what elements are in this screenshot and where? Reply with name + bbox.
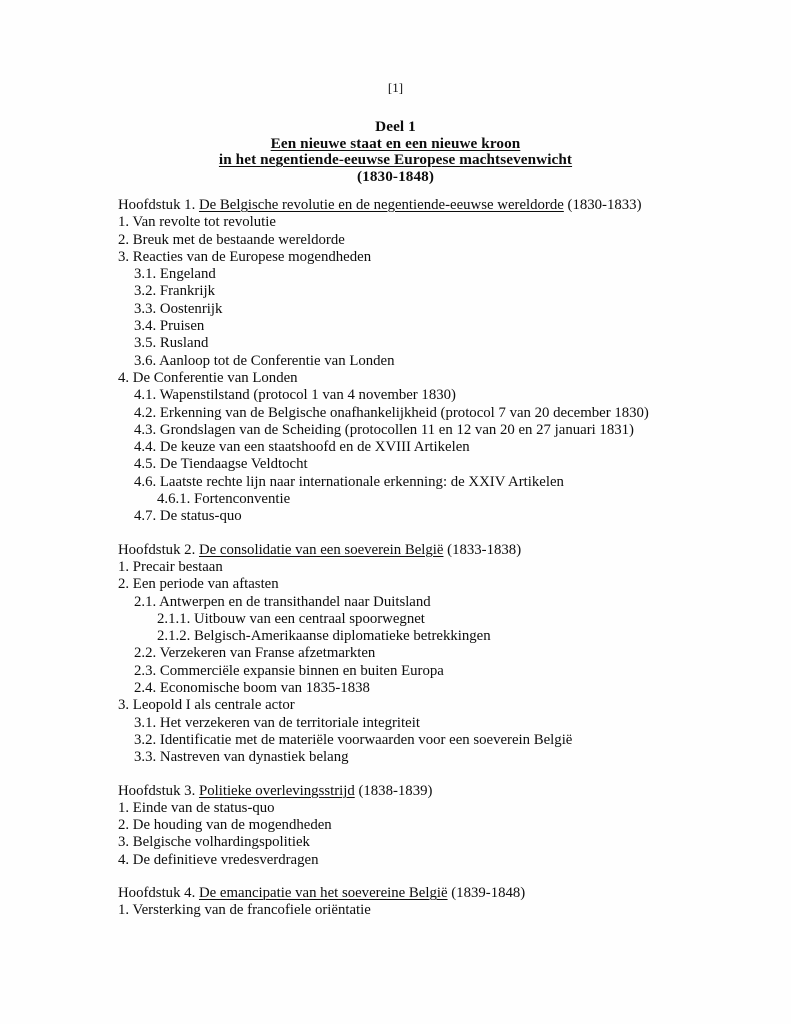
toc-item: 4.1. Wapenstilstand (protocol 1 van 4 november 1830) bbox=[134, 387, 456, 404]
toc-item: 2.3. Commerciële expansie binnen en buiten Europa bbox=[134, 662, 444, 679]
chapter-heading bbox=[118, 783, 771, 800]
toc-item: 1. Precair bestaan bbox=[118, 558, 223, 575]
chapter-heading bbox=[118, 542, 771, 559]
chapter-block bbox=[118, 542, 771, 767]
toc-item: 4.6.1. Fortenconventie bbox=[157, 491, 291, 508]
toc-item: 4. De definitieve vredesverdragen bbox=[118, 851, 319, 868]
toc-item: 3. Belgische volhardingspolitiek bbox=[118, 834, 310, 851]
toc-item: 2.1. Antwerpen en de transithandel naar Duitsland bbox=[134, 593, 431, 610]
chapter-heading-title: De Belgische revolutie en de negentiende-eeuwse wereldorde bbox=[198, 197, 564, 213]
toc-item: 4.7. De status-quo bbox=[134, 508, 242, 525]
toc-item: 2.1.2. Belgisch-Amerikaanse diplomatieke betrekkingen bbox=[157, 628, 491, 645]
chapter-heading-prefix: Hoofdstuk 2. bbox=[118, 541, 199, 558]
toc-item: 3.3. Nastreven van dynastiek belang bbox=[134, 749, 349, 766]
toc-item: 3.5. Rusland bbox=[134, 335, 209, 352]
chapter-heading-prefix: Hoofdstuk 3. bbox=[118, 782, 199, 799]
title-block bbox=[0, 119, 791, 185]
chapter-block bbox=[118, 197, 771, 526]
chapter-heading bbox=[118, 885, 771, 902]
chapter-heading bbox=[118, 197, 771, 214]
toc-item: 3.1. Engeland bbox=[134, 266, 216, 283]
toc-item: 4.3. Grondslagen van de Scheiding (protocollen 11 en 12 van 20 en 27 januari 1831) bbox=[134, 421, 634, 438]
page-number: [1] bbox=[387, 80, 404, 95]
toc-item: 1. Versterking van de francofiele oriëntatie bbox=[118, 902, 371, 919]
toc-item: 4. De Conferentie van Londen bbox=[118, 369, 298, 386]
toc-item: 3. Leopold I als centrale actor bbox=[118, 697, 295, 714]
toc-item: 2.1.1. Uitbouw van een centraal spoorwegnet bbox=[157, 610, 425, 627]
toc-item: 3.3. Oostenrijk bbox=[134, 300, 223, 317]
toc-item: 3.2. Identificatie met de materiële voorwaarden voor een soeverein België bbox=[134, 731, 573, 748]
toc-item: 3.2. Frankrijk bbox=[134, 283, 215, 300]
chapter-block bbox=[118, 783, 771, 869]
toc-item: 3. Reacties van de Europese mogendheden bbox=[118, 248, 372, 265]
toc-item: 2. De houding van de mogendheden bbox=[118, 817, 332, 834]
chapter-heading-title: Politieke overlevingsstrijd bbox=[198, 782, 355, 799]
toc-item: 2. Breuk met de bestaande wereldorde bbox=[118, 231, 345, 248]
toc-item: 4.5. De Tiendaagse Veldtocht bbox=[134, 456, 308, 473]
toc-item: 2.2. Verzekeren van Franse afzetmarkten bbox=[134, 645, 376, 662]
toc-item: 3.4. Pruisen bbox=[134, 318, 205, 335]
part-title: Deel 1 bbox=[375, 118, 416, 135]
toc-item: 3.1. Het verzekeren van de territoriale integriteit bbox=[134, 714, 420, 731]
table-of-contents bbox=[118, 197, 771, 920]
toc-item: 3.6. Aanloop tot de Conferentie van Londen bbox=[134, 352, 395, 369]
toc-item: 2. Een periode van aftasten bbox=[118, 576, 279, 593]
chapter-block bbox=[118, 885, 771, 920]
toc-item: 1. Einde van de status-quo bbox=[118, 799, 275, 816]
chapter-heading-title: De emancipatie van het soevereine België bbox=[198, 884, 448, 901]
chapter-heading-title: De consolidatie van een soeverein België bbox=[198, 541, 444, 558]
main-title-line-2: in het negentiende-eeuwse Europese machtsevenwicht bbox=[218, 151, 573, 169]
toc-item: 4.2. Erkenning van de Belgische onafhankelijkheid (protocol 7 van 20 december 1830) bbox=[134, 404, 649, 421]
chapter-heading-years: (1839-1848) bbox=[447, 884, 526, 901]
chapter-heading-prefix: Hoofdstuk 1. bbox=[118, 197, 199, 213]
chapter-heading-years: (1838-1839) bbox=[354, 782, 433, 799]
chapter-heading-years: (1833-1838) bbox=[443, 541, 522, 558]
title-years: (1830-1848) bbox=[356, 167, 435, 185]
toc-item: 4.6. Laatste rechte lijn naar internationale erkenning: de XXIV Artikelen bbox=[134, 473, 564, 490]
main-title-line-1: Een nieuwe staat en een nieuwe kroon bbox=[270, 134, 521, 152]
toc-item: 1. Van revolte tot revolutie bbox=[118, 214, 276, 231]
chapter-heading-years: (1830-1833) bbox=[563, 197, 642, 213]
toc-item: 2.4. Economische boom van 1835-1838 bbox=[134, 680, 370, 697]
chapter-heading-prefix: Hoofdstuk 4. bbox=[118, 884, 199, 901]
toc-item: 4.4. De keuze van een staatshoofd en de XVIII Artikelen bbox=[134, 439, 470, 456]
